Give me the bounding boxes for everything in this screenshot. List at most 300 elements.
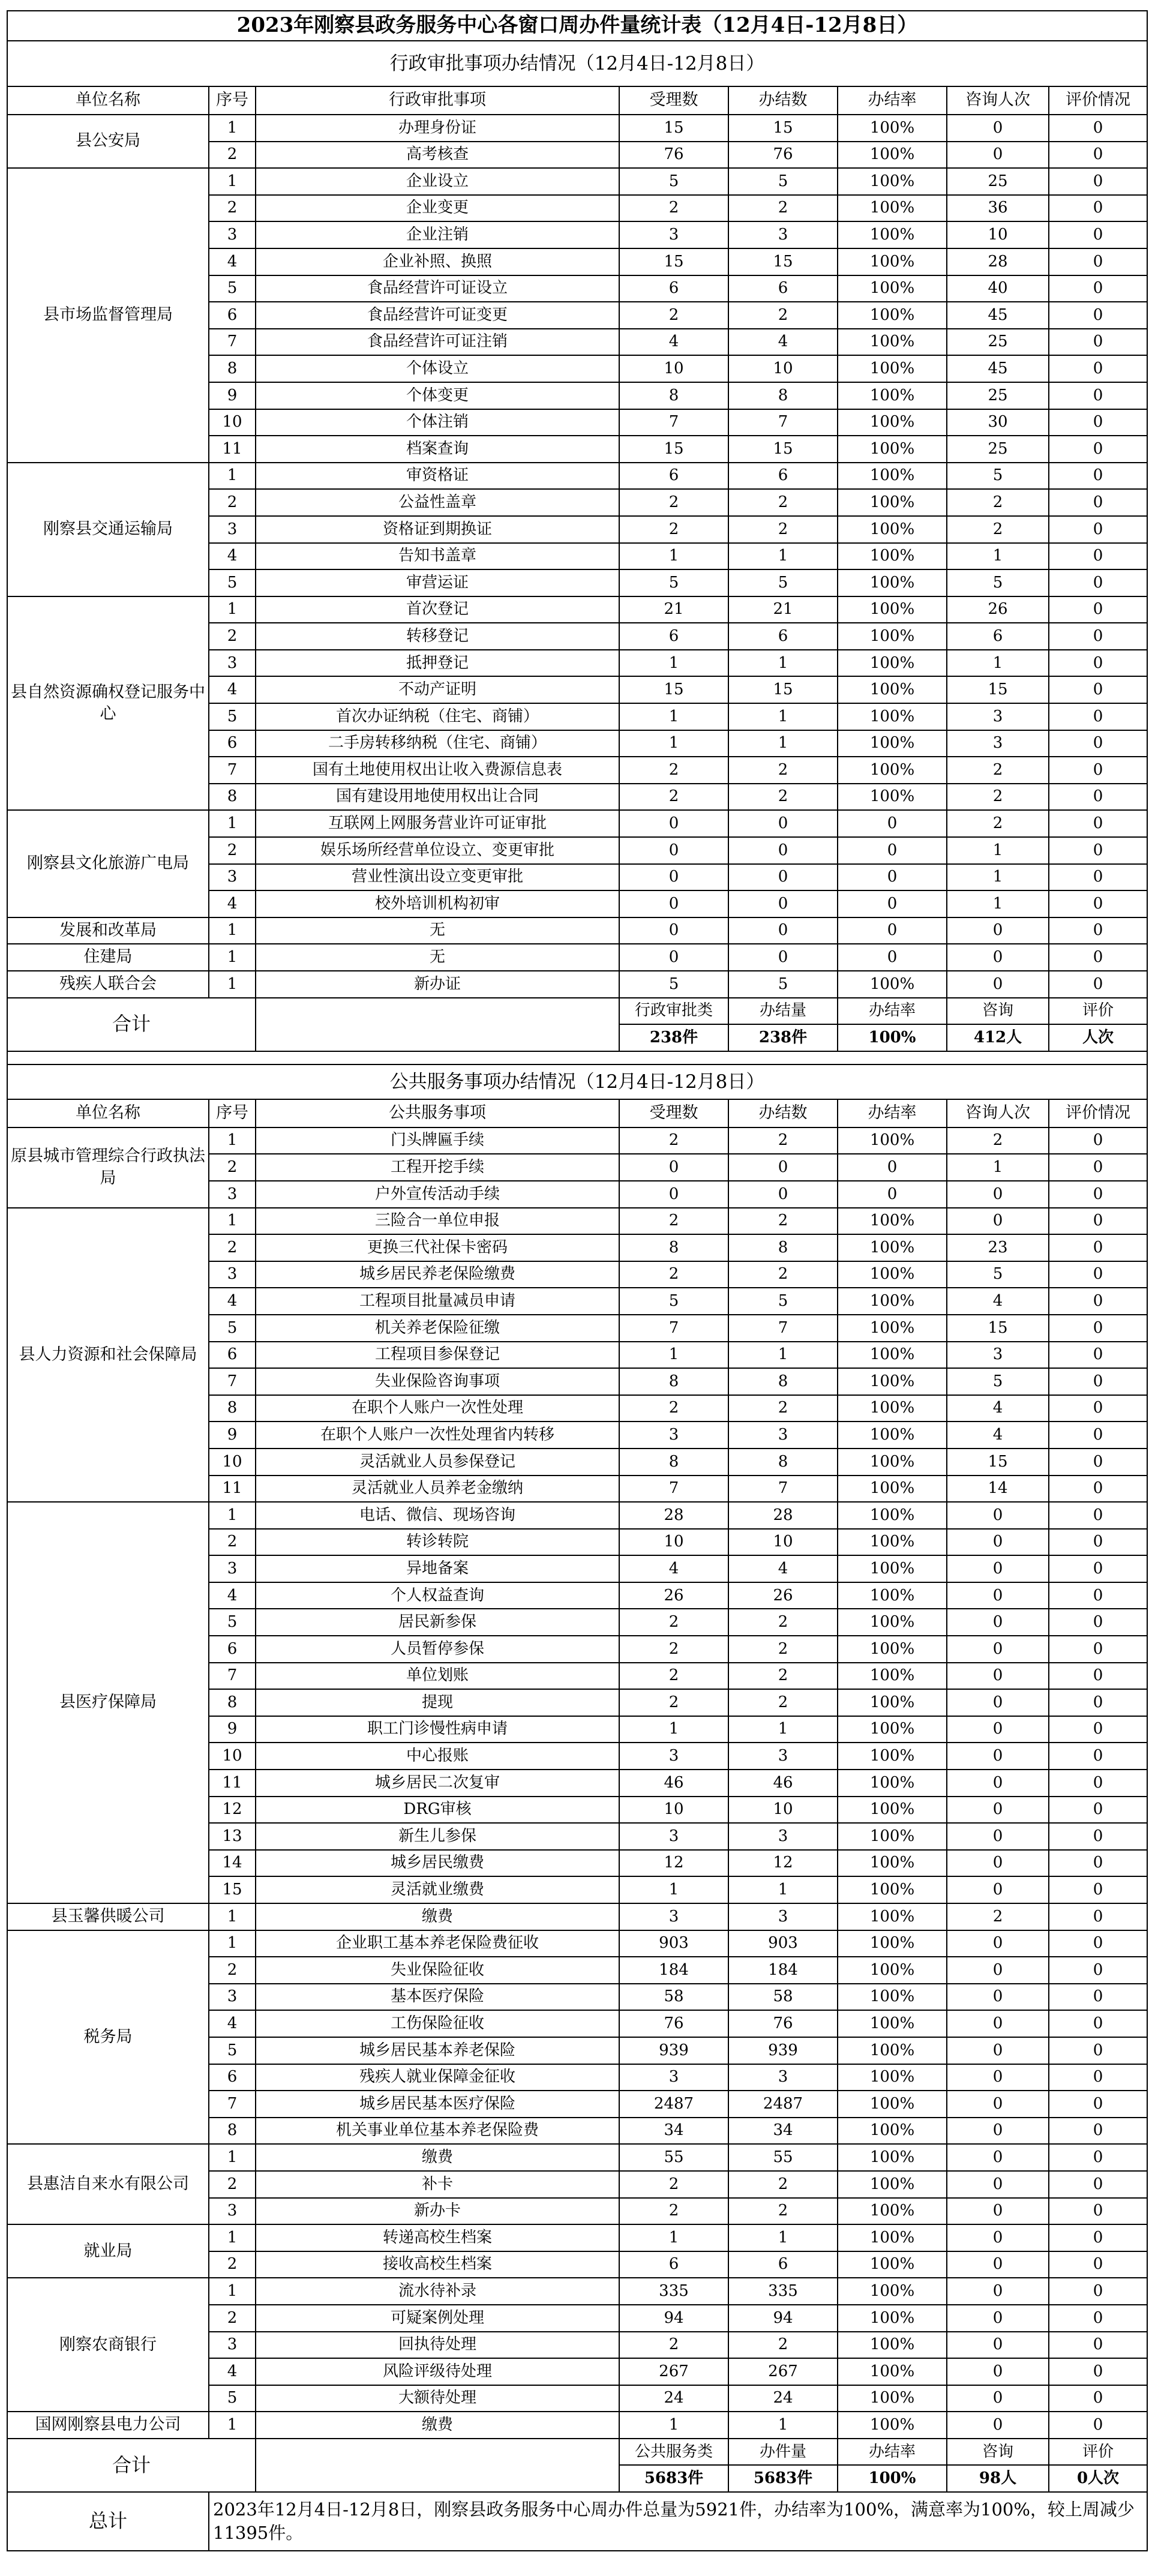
summary-value: 5683件 — [728, 2465, 838, 2492]
row-value: 10 — [947, 221, 1049, 248]
row-value: 0 — [947, 2358, 1049, 2385]
row-value: 100% — [838, 463, 947, 490]
row-item: 高考核查 — [256, 142, 619, 169]
row-value: 100% — [838, 2010, 947, 2037]
row-value: 15 — [728, 115, 838, 142]
row-seq: 2 — [209, 1529, 256, 1556]
row-value: 76 — [728, 142, 838, 169]
row-value: 1 — [947, 864, 1049, 891]
row-value: 100% — [838, 2037, 947, 2064]
row-seq: 5 — [209, 2037, 256, 2064]
row-value: 0 — [1049, 2171, 1147, 2198]
row-value: 0 — [947, 1770, 1049, 1797]
row-value: 0 — [1049, 1689, 1147, 1716]
row-item: 个体设立 — [256, 355, 619, 382]
row-value: 15 — [619, 248, 728, 275]
row-value: 2 — [728, 489, 838, 516]
row-item: 人员暂停参保 — [256, 1636, 619, 1663]
summary-header: 咨询 — [947, 998, 1049, 1025]
row-value: 0 — [1049, 275, 1147, 302]
row-value: 25 — [947, 168, 1049, 195]
unit-name: 刚察县交通运输局 — [7, 463, 209, 596]
row-value: 0 — [1049, 355, 1147, 382]
row-value: 6 — [728, 463, 838, 490]
row-value: 100% — [838, 1609, 947, 1636]
row-item: 风险评级待处理 — [256, 2358, 619, 2385]
row-item: 个体变更 — [256, 382, 619, 409]
row-value: 0 — [1049, 890, 1147, 917]
row-seq: 8 — [209, 784, 256, 811]
column-header: 办结率 — [838, 86, 947, 115]
row-value: 100% — [838, 2385, 947, 2412]
row-value: 1 — [728, 2412, 838, 2439]
row-value: 2 — [728, 784, 838, 811]
row-value: 0 — [1049, 489, 1147, 516]
row-value: 1 — [619, 1716, 728, 1743]
row-item: 校外培训机构初审 — [256, 890, 619, 917]
row-item: 回执待处理 — [256, 2332, 619, 2359]
unit-name: 原县城市管理综合行政执法局 — [7, 1127, 209, 1208]
row-value: 0 — [1049, 1582, 1147, 1609]
row-item: 机关事业单位基本养老保险费 — [256, 2118, 619, 2145]
row-value: 25 — [947, 382, 1049, 409]
row-value: 1 — [947, 890, 1049, 917]
row-value: 2 — [619, 489, 728, 516]
row-seq: 2 — [209, 2171, 256, 2198]
row-seq: 6 — [209, 302, 256, 329]
table-row — [7, 2224, 1147, 2251]
row-value: 0 — [1049, 195, 1147, 222]
row-value: 0 — [1049, 1154, 1147, 1181]
row-value: 100% — [838, 1342, 947, 1369]
row-item: 新办证 — [256, 971, 619, 998]
column-header-seq: 序号 — [209, 1099, 256, 1127]
row-value: 100% — [838, 757, 947, 784]
row-value: 2 — [728, 757, 838, 784]
row-value: 2 — [619, 1395, 728, 1422]
row-value: 0 — [947, 1529, 1049, 1556]
summary-blank — [256, 998, 619, 1051]
row-value: 26 — [728, 1582, 838, 1609]
row-value: 6 — [619, 623, 728, 650]
row-value: 0 — [1049, 543, 1147, 570]
table-row — [7, 1127, 1147, 1154]
row-value: 15 — [619, 436, 728, 463]
row-value: 0 — [947, 2224, 1049, 2251]
summary-value: 412人 — [947, 1024, 1049, 1051]
row-value: 6 — [947, 623, 1049, 650]
row-seq: 1 — [209, 1930, 256, 1957]
row-seq: 4 — [209, 1582, 256, 1609]
row-value: 15 — [947, 1315, 1049, 1342]
row-value: 0 — [947, 2010, 1049, 2037]
row-value: 100% — [838, 329, 947, 356]
row-value: 1 — [619, 2224, 728, 2251]
row-value: 1 — [947, 1154, 1049, 1181]
row-item: 工程项目批量减员申请 — [256, 1288, 619, 1315]
row-value: 0 — [947, 1502, 1049, 1529]
column-header-unit: 单位名称 — [7, 86, 209, 115]
row-value: 0 — [947, 2091, 1049, 2118]
row-value: 100% — [838, 569, 947, 596]
row-value: 100% — [838, 1395, 947, 1422]
row-value: 0 — [1049, 1529, 1147, 1556]
row-value: 100% — [838, 2358, 947, 2385]
row-seq: 7 — [209, 757, 256, 784]
row-value: 100% — [838, 784, 947, 811]
table-row — [7, 1930, 1147, 1957]
row-value: 2 — [728, 1636, 838, 1663]
row-value: 100% — [838, 2064, 947, 2091]
row-value: 6 — [728, 2251, 838, 2278]
row-value: 15 — [947, 676, 1049, 703]
row-item: 灵活就业人员养老金缴纳 — [256, 1476, 619, 1503]
section-spacer — [7, 1051, 1147, 1064]
row-value: 0 — [947, 971, 1049, 998]
row-value: 7 — [728, 409, 838, 436]
row-item: 食品经营许可证注销 — [256, 329, 619, 356]
row-value: 0 — [1049, 302, 1147, 329]
row-seq: 4 — [209, 543, 256, 570]
row-value: 0 — [1049, 1234, 1147, 1261]
row-value: 1 — [619, 2412, 728, 2439]
row-value: 100% — [838, 2144, 947, 2171]
row-value: 4 — [728, 1555, 838, 1582]
row-seq: 4 — [209, 676, 256, 703]
table-row — [7, 917, 1147, 944]
row-value: 0 — [1049, 1395, 1147, 1422]
row-item: 基本医疗保险 — [256, 1984, 619, 2011]
row-seq: 1 — [209, 2412, 256, 2439]
row-item: 转移登记 — [256, 623, 619, 650]
row-value: 0 — [1049, 569, 1147, 596]
row-value: 0 — [1049, 1476, 1147, 1503]
row-value: 3 — [728, 221, 838, 248]
row-value: 0 — [1049, 1261, 1147, 1288]
row-value: 15 — [728, 436, 838, 463]
row-value: 2 — [619, 2171, 728, 2198]
row-item: 城乡居民基本养老保险 — [256, 2037, 619, 2064]
row-item: 营业性演出设立变更审批 — [256, 864, 619, 891]
unit-name: 住建局 — [7, 944, 209, 971]
row-value: 0 — [1049, 115, 1147, 142]
row-value: 0 — [947, 1636, 1049, 1663]
row-value: 100% — [838, 142, 947, 169]
row-seq: 2 — [209, 1957, 256, 1984]
row-item: 门头牌匾手续 — [256, 1127, 619, 1154]
row-value: 3 — [728, 2064, 838, 2091]
row-value: 0 — [1049, 1823, 1147, 1850]
row-value: 0 — [619, 864, 728, 891]
row-seq: 2 — [209, 2251, 256, 2278]
row-value: 2 — [619, 1636, 728, 1663]
table-row — [7, 971, 1147, 998]
table-row — [7, 1502, 1147, 1529]
row-value: 100% — [838, 1582, 947, 1609]
row-value: 2 — [619, 1208, 728, 1235]
row-value: 0 — [1049, 703, 1147, 730]
row-item: 单位划账 — [256, 1663, 619, 1690]
row-value: 15 — [619, 115, 728, 142]
row-item: 抵押登记 — [256, 650, 619, 677]
row-value: 1 — [728, 1716, 838, 1743]
row-value: 335 — [728, 2278, 838, 2305]
column-header-item: 行政审批事项 — [256, 86, 619, 115]
row-value: 5 — [947, 463, 1049, 490]
row-value: 0 — [947, 1823, 1049, 1850]
row-value: 0 — [1049, 1716, 1147, 1743]
row-value: 4 — [947, 1395, 1049, 1422]
row-item: 告知书盖章 — [256, 543, 619, 570]
column-header: 受理数 — [619, 1099, 728, 1127]
row-value: 0 — [838, 890, 947, 917]
row-item: 无 — [256, 944, 619, 971]
row-value: 15 — [728, 248, 838, 275]
summary-value: 5683件 — [619, 2465, 728, 2492]
row-value: 46 — [619, 1770, 728, 1797]
row-value: 0 — [1049, 1288, 1147, 1315]
row-item: 新办卡 — [256, 2198, 619, 2225]
row-value: 24 — [728, 2385, 838, 2412]
row-value: 8 — [728, 1449, 838, 1476]
row-value: 1 — [619, 650, 728, 677]
summary-value: 100% — [838, 1024, 947, 1051]
row-value: 2 — [947, 489, 1049, 516]
row-seq: 7 — [209, 1663, 256, 1690]
row-value: 2 — [728, 1395, 838, 1422]
row-item: 互联网上网服务营业许可证审批 — [256, 810, 619, 837]
row-value: 2 — [947, 1127, 1049, 1154]
row-value: 30 — [947, 409, 1049, 436]
row-item: 残疾人就业保障金征收 — [256, 2064, 619, 2091]
column-header: 办结数 — [728, 1099, 838, 1127]
row-value: 34 — [619, 2118, 728, 2145]
row-value: 100% — [838, 1797, 947, 1824]
row-value: 0 — [838, 917, 947, 944]
summary-header: 办结量 — [728, 998, 838, 1025]
row-seq: 11 — [209, 436, 256, 463]
row-value: 8 — [619, 1234, 728, 1261]
row-value: 100% — [838, 2224, 947, 2251]
row-value: 1 — [728, 703, 838, 730]
row-value: 4 — [619, 329, 728, 356]
row-value: 939 — [728, 2037, 838, 2064]
row-value: 2 — [728, 302, 838, 329]
row-value: 0 — [838, 1154, 947, 1181]
row-item: 城乡居民基本医疗保险 — [256, 2091, 619, 2118]
row-value: 3 — [619, 1903, 728, 1930]
row-value: 0 — [947, 2198, 1049, 2225]
row-item: 城乡居民缴费 — [256, 1850, 619, 1877]
row-item: 可疑案例处理 — [256, 2305, 619, 2332]
row-item: 新生儿参保 — [256, 1823, 619, 1850]
row-value: 100% — [838, 2412, 947, 2439]
row-seq: 5 — [209, 1609, 256, 1636]
row-value: 4 — [728, 329, 838, 356]
row-value: 0 — [838, 810, 947, 837]
row-value: 0 — [947, 1663, 1049, 1690]
row-value: 2 — [728, 1609, 838, 1636]
row-value: 3 — [947, 730, 1049, 757]
row-item: 首次办证纳税（住宅、商铺） — [256, 703, 619, 730]
row-item: 食品经营许可证设立 — [256, 275, 619, 302]
row-seq: 4 — [209, 248, 256, 275]
column-header: 受理数 — [619, 86, 728, 115]
table-row — [7, 810, 1147, 837]
row-seq: 11 — [209, 1770, 256, 1797]
table-row — [7, 2412, 1147, 2439]
row-item: 接收高校生档案 — [256, 2251, 619, 2278]
row-value: 0 — [1049, 730, 1147, 757]
row-value: 6 — [728, 623, 838, 650]
row-item: 办理身份证 — [256, 115, 619, 142]
row-value: 55 — [728, 2144, 838, 2171]
row-value: 10 — [728, 1529, 838, 1556]
row-item: 灵活就业缴费 — [256, 1876, 619, 1903]
row-item: 大额待处理 — [256, 2385, 619, 2412]
row-value: 100% — [838, 355, 947, 382]
row-value: 903 — [728, 1930, 838, 1957]
row-value: 0 — [947, 142, 1049, 169]
row-value: 0 — [1049, 1850, 1147, 1877]
row-value: 0 — [947, 2385, 1049, 2412]
row-value: 2487 — [619, 2091, 728, 2118]
table-row — [7, 2278, 1147, 2305]
row-value: 0 — [947, 1582, 1049, 1609]
summary-value: 0人次 — [1049, 2465, 1147, 2492]
row-value: 2 — [947, 784, 1049, 811]
row-value: 0 — [947, 1609, 1049, 1636]
row-seq: 1 — [209, 2224, 256, 2251]
row-value: 0 — [619, 917, 728, 944]
row-seq: 10 — [209, 1743, 256, 1770]
row-value: 0 — [947, 2037, 1049, 2064]
row-value: 100% — [838, 2332, 947, 2359]
table-row — [7, 1903, 1147, 1930]
column-header: 咨询人次 — [947, 86, 1049, 115]
summary-header: 评价 — [1049, 2439, 1147, 2466]
row-value: 3 — [728, 1823, 838, 1850]
row-value: 5 — [947, 569, 1049, 596]
row-value: 1 — [947, 543, 1049, 570]
row-value: 6 — [728, 275, 838, 302]
row-value: 0 — [1049, 436, 1147, 463]
row-value: 45 — [947, 302, 1049, 329]
row-item: 资格证到期换证 — [256, 516, 619, 543]
row-value: 3 — [619, 221, 728, 248]
row-item: 缴费 — [256, 2412, 619, 2439]
row-value: 0 — [1049, 1743, 1147, 1770]
row-value: 100% — [838, 1261, 947, 1288]
row-seq: 4 — [209, 2010, 256, 2037]
row-value: 0 — [1049, 1903, 1147, 1930]
row-value: 12 — [619, 1850, 728, 1877]
row-seq: 1 — [209, 168, 256, 195]
column-header: 评价情况 — [1049, 86, 1147, 115]
row-value: 100% — [838, 1208, 947, 1235]
row-value: 0 — [947, 115, 1049, 142]
row-value: 100% — [838, 115, 947, 142]
summary-label: 合计 — [7, 998, 256, 1051]
row-value: 100% — [838, 1663, 947, 1690]
row-value: 0 — [1049, 2358, 1147, 2385]
row-value: 100% — [838, 2118, 947, 2145]
row-seq: 6 — [209, 1342, 256, 1369]
section-title: 公共服务事项办结情况（12月4日-12月8日） — [7, 1064, 1147, 1099]
row-value: 58 — [619, 1984, 728, 2011]
row-value: 94 — [728, 2305, 838, 2332]
row-value: 0 — [728, 944, 838, 971]
row-value: 3 — [728, 1422, 838, 1449]
row-value: 2 — [619, 1663, 728, 1690]
row-value: 2 — [619, 2198, 728, 2225]
row-value: 0 — [838, 944, 947, 971]
row-value: 10 — [619, 1529, 728, 1556]
row-item: 企业变更 — [256, 195, 619, 222]
row-item: 工程开挖手续 — [256, 1154, 619, 1181]
row-seq: 15 — [209, 1876, 256, 1903]
row-value: 0 — [947, 2171, 1049, 2198]
row-seq: 14 — [209, 1850, 256, 1877]
column-header: 咨询人次 — [947, 1099, 1049, 1127]
total-label: 总计 — [7, 2492, 209, 2551]
row-value: 0 — [1049, 248, 1147, 275]
row-value: 5 — [947, 1368, 1049, 1395]
row-seq: 3 — [209, 2332, 256, 2359]
row-value: 0 — [1049, 1930, 1147, 1957]
row-seq: 8 — [209, 1689, 256, 1716]
row-item: 提现 — [256, 1689, 619, 1716]
row-value: 100% — [838, 1689, 947, 1716]
row-value: 0 — [947, 1984, 1049, 2011]
row-value: 1 — [728, 730, 838, 757]
row-item: 个人权益查询 — [256, 1582, 619, 1609]
row-value: 2 — [947, 757, 1049, 784]
row-value: 100% — [838, 2091, 947, 2118]
row-value: 0 — [1049, 142, 1147, 169]
summary-label: 合计 — [7, 2439, 256, 2492]
row-value: 21 — [619, 596, 728, 623]
row-item: 机关养老保险征缴 — [256, 1315, 619, 1342]
row-seq: 7 — [209, 2091, 256, 2118]
row-value: 5 — [619, 1288, 728, 1315]
row-value: 0 — [1049, 382, 1147, 409]
row-item: 在职个人账户一次性处理省内转移 — [256, 1422, 619, 1449]
row-seq: 7 — [209, 1368, 256, 1395]
row-value: 100% — [838, 489, 947, 516]
row-item: 食品经营许可证变更 — [256, 302, 619, 329]
row-value: 6 — [619, 463, 728, 490]
row-value: 939 — [619, 2037, 728, 2064]
row-value: 2 — [619, 1609, 728, 1636]
row-value: 0 — [1049, 2332, 1147, 2359]
row-value: 8 — [728, 382, 838, 409]
row-item: 三险合一单位申报 — [256, 1208, 619, 1235]
row-value: 184 — [728, 1957, 838, 1984]
row-seq: 5 — [209, 569, 256, 596]
row-seq: 9 — [209, 1716, 256, 1743]
row-value: 0 — [728, 810, 838, 837]
row-value: 0 — [838, 1181, 947, 1208]
row-value: 100% — [838, 1770, 947, 1797]
row-value: 335 — [619, 2278, 728, 2305]
row-item: 审资格证 — [256, 463, 619, 490]
unit-name: 就业局 — [7, 2224, 209, 2278]
row-value: 2 — [728, 1663, 838, 1690]
row-value: 0 — [1049, 1127, 1147, 1154]
row-value: 100% — [838, 1850, 947, 1877]
row-value: 0 — [728, 837, 838, 864]
